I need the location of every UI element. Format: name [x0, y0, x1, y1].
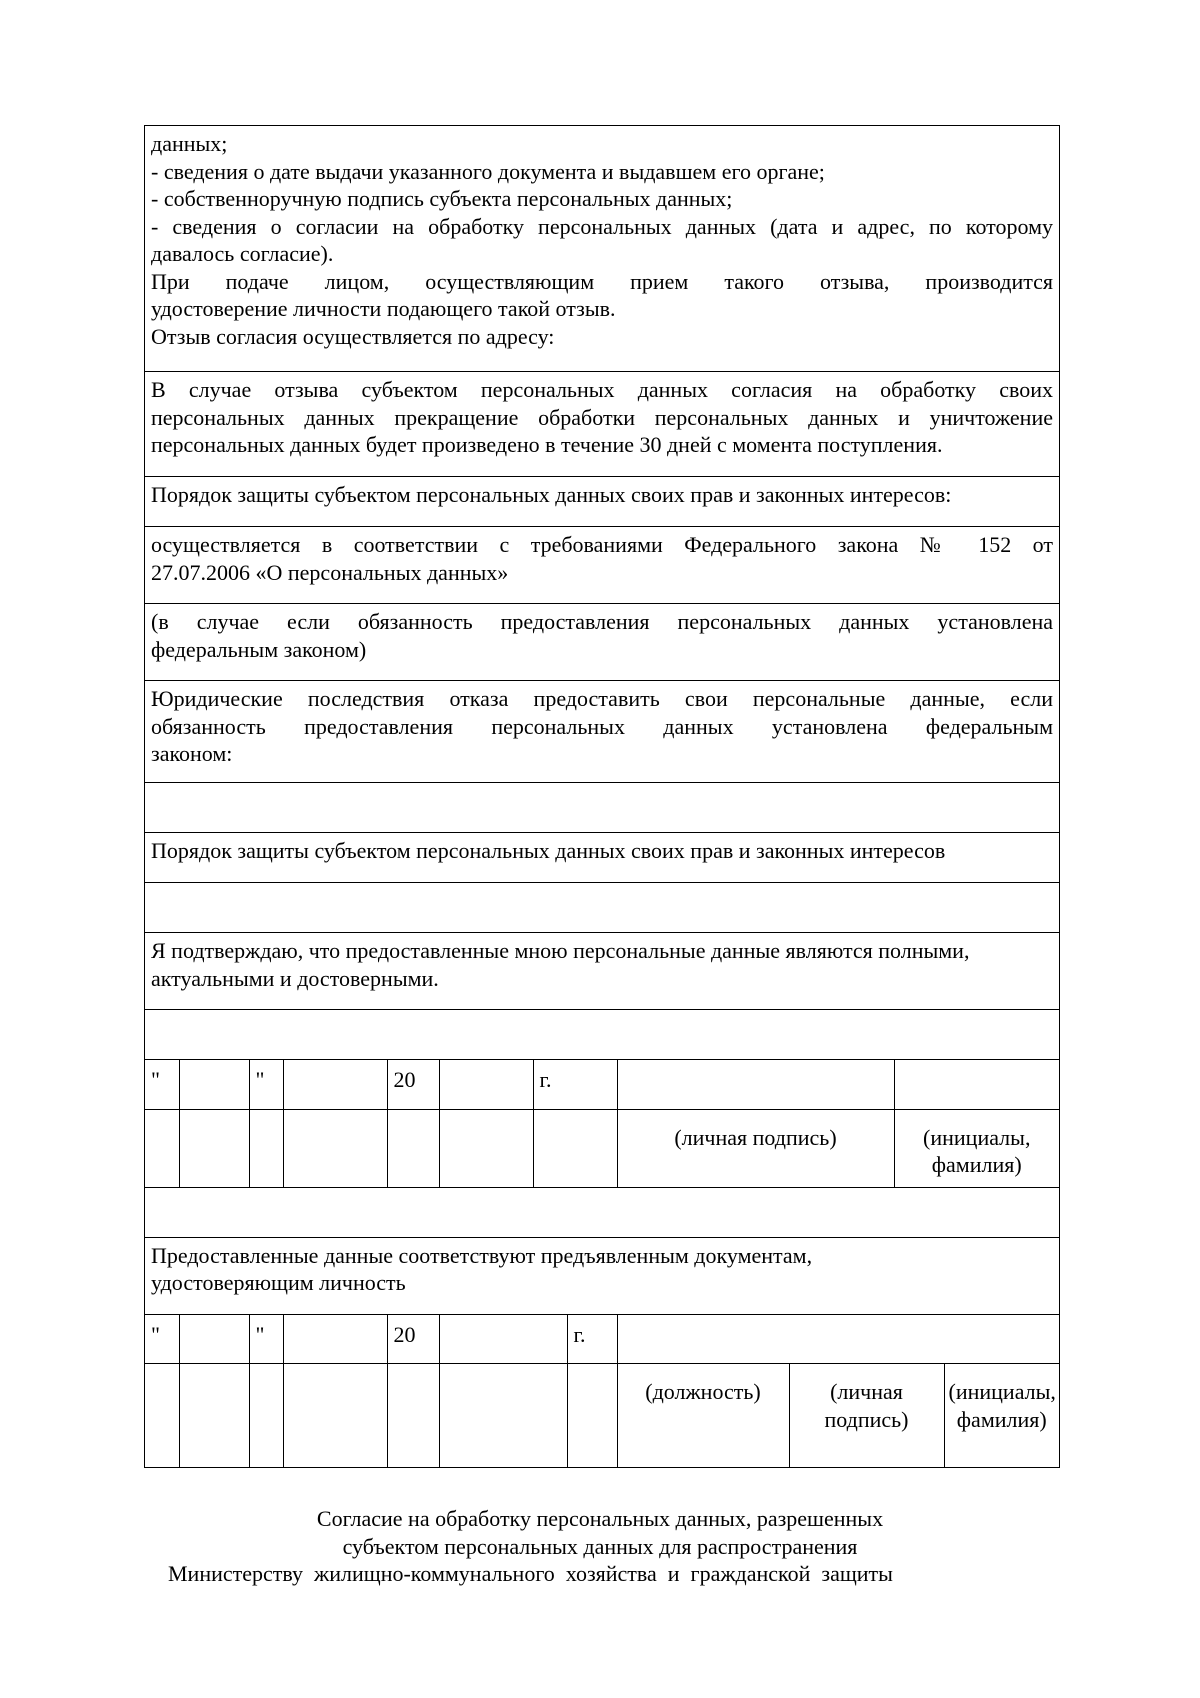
year-suffix-cell: г.	[567, 1315, 617, 1364]
text-line: Юридические последствия отказа предоставить свои персональные данные, если	[151, 686, 1053, 711]
text-line: персональных данных будет произведено в течение 30 дней с момента поступления.	[151, 432, 943, 457]
initials-field[interactable]	[894, 1060, 1059, 1109]
year-field[interactable]	[439, 1315, 567, 1364]
text-line: персональных данных прекращение обработки персональных данных и уничтожение	[151, 404, 1053, 430]
spacer-cell	[283, 1364, 387, 1468]
position-caption: (должность)	[617, 1364, 789, 1468]
text-line: давалось согласие).	[151, 241, 334, 266]
text-line: Предоставленные данные соответствуют предъявленным документам,	[151, 1242, 813, 1268]
month-field[interactable]	[283, 1060, 387, 1109]
blank-fill-row[interactable]	[145, 883, 1059, 933]
text-line: Я подтверждаю, что предоставленные мною персональные данные являются полными,	[151, 938, 970, 963]
blank-fill-row[interactable]	[145, 1010, 1059, 1060]
text-line: законом:	[151, 741, 233, 766]
spacer-cell	[179, 1109, 249, 1187]
text-line: При подаче лицом, осуществляющим прием такого отзыва, производится	[151, 268, 1053, 294]
quote-close-cell: "	[249, 1315, 283, 1364]
initials-caption: (инициалы, фамилия)	[894, 1109, 1059, 1187]
year-suffix-cell: г.	[533, 1060, 617, 1109]
withdrawal-cell	[145, 372, 1059, 477]
consent-title-line: Согласие на обработку персональных данных, разрешенных	[316, 1506, 884, 1531]
spacer-cell	[283, 1109, 387, 1187]
text-line: данных;	[151, 131, 228, 156]
signature-caption: (личная подпись)	[789, 1364, 944, 1468]
text-line: обязанность предоставления персональных данных установлена федеральным	[151, 713, 1053, 739]
protection-heading-2-cell	[145, 833, 1059, 883]
protection-heading-cell	[145, 477, 1059, 527]
text-line: осуществляется в соответствии с требованиями Федерального закона № 152 от	[151, 532, 1053, 557]
spacer-cell	[249, 1364, 283, 1468]
text-line: - сведения о согласии на обработку персональных данных (дата и адрес, по которому	[151, 213, 1053, 239]
quote-open-cell: "	[145, 1060, 179, 1109]
day-field[interactable]	[179, 1315, 249, 1364]
spacer-cell	[439, 1109, 533, 1187]
protection-law-cell	[145, 527, 1059, 604]
text-line: В случае отзыва субъектом персональных данных согласия на обработку своих	[151, 377, 1053, 402]
consent-title-line: субъектом персональных данных для распространения	[342, 1534, 858, 1559]
spacer-cell	[387, 1364, 439, 1468]
spacer-cell	[179, 1364, 249, 1468]
signature-table-1	[145, 1060, 1059, 1188]
obligation-note-cell	[145, 604, 1059, 681]
consent-title	[0, 1505, 1200, 1561]
spacer-cell	[145, 1109, 179, 1187]
signature-table-2	[145, 1315, 1059, 1469]
spacer-cell	[145, 1364, 179, 1468]
blank-fill-row[interactable]	[145, 1188, 1059, 1238]
text-line: удостоверяющим личность	[151, 1270, 406, 1295]
year-prefix-cell: 20	[387, 1315, 439, 1364]
signatory-field[interactable]	[617, 1315, 1059, 1364]
text-line: Порядок защиты субъектом персональных данных своих прав и законных интересов:	[151, 482, 952, 507]
verification-cell	[145, 1238, 1059, 1315]
text-line: удостоверение личности подающего такой отзыв.	[151, 296, 616, 321]
text-line: - сведения о дате выдачи указанного документа и выдавшем его органе;	[151, 158, 825, 184]
text-line: Отзыв согласия осуществляется по адресу:	[151, 323, 555, 349]
month-field[interactable]	[283, 1315, 387, 1364]
year-field[interactable]	[439, 1060, 533, 1109]
text-line: - собственноручную подпись субъекта персональных данных;	[151, 186, 733, 211]
spacer-cell	[249, 1109, 283, 1187]
text-line: федеральным законом)	[151, 636, 367, 662]
confirmation-cell	[145, 933, 1059, 1010]
text-line: (в случае если обязанность предоставления персональных данных установлена	[151, 609, 1053, 634]
text-line: актуальными и достоверными.	[151, 965, 439, 991]
spacer-cell	[567, 1364, 617, 1468]
text-line: Порядок защиты субъектом персональных данных своих прав и законных интересов	[151, 838, 946, 863]
blank-fill-row[interactable]	[145, 783, 1059, 833]
day-field[interactable]	[179, 1060, 249, 1109]
signature-field[interactable]	[617, 1060, 894, 1109]
year-prefix-cell: 20	[387, 1060, 439, 1109]
spacer-cell	[439, 1364, 567, 1468]
spacer-cell	[533, 1109, 617, 1187]
spacer-cell	[387, 1109, 439, 1187]
addressee-line: Министерству жилищно-коммунального хозяйства и гражданской защиты	[168, 1561, 893, 1586]
form-table	[144, 125, 1060, 1468]
signature-caption: (личная подпись)	[617, 1109, 894, 1187]
text-line: 27.07.2006 «О персональных данных»	[151, 559, 509, 585]
quote-close-cell: "	[249, 1060, 283, 1109]
legal-consequences-cell	[145, 681, 1059, 783]
consent-requirements-cell	[145, 126, 1059, 372]
initials-caption: (инициалы, фамилия)	[944, 1364, 1059, 1468]
quote-open-cell: "	[145, 1315, 179, 1364]
